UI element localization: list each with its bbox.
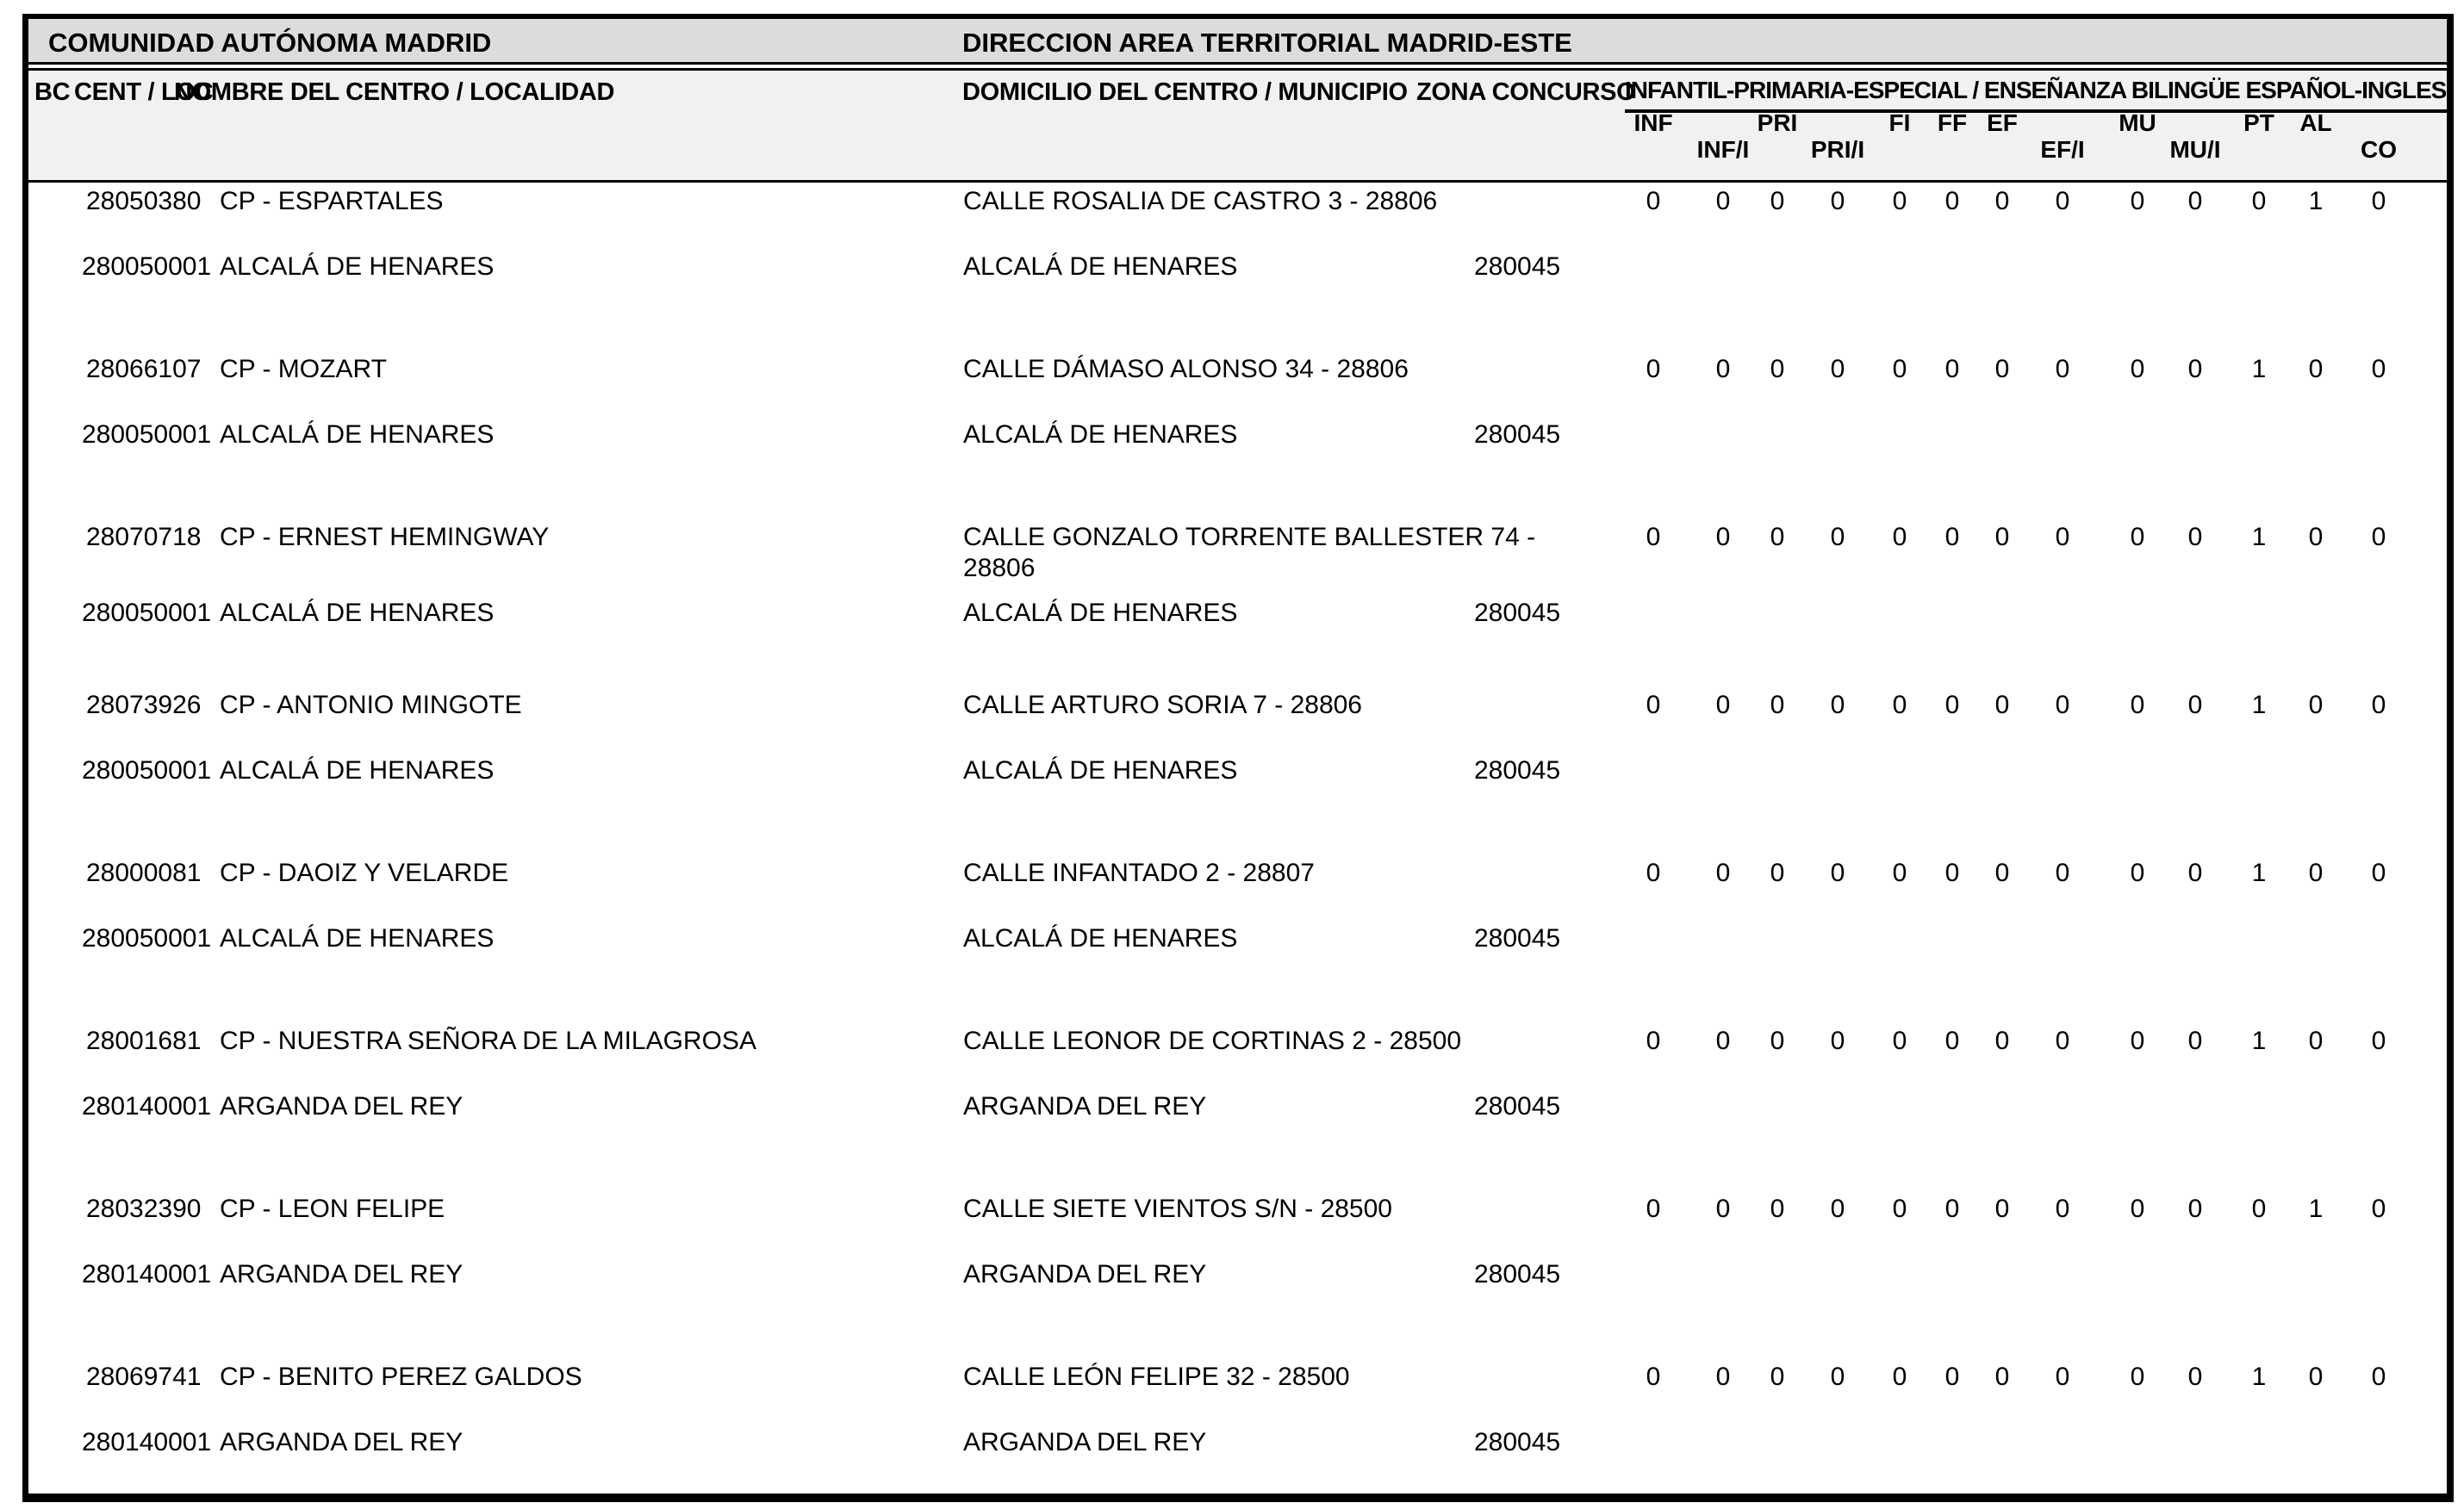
locality-name: ALCALÁ DE HENARES <box>220 599 495 627</box>
subcolumn-header-co: CO <box>2361 136 2397 163</box>
col-value-pri: 0 <box>1770 187 1785 215</box>
col-value-pri-i: 0 <box>1830 691 1845 719</box>
col-value-pt: 1 <box>2251 355 2267 383</box>
col-value-ef-i: 0 <box>2055 1195 2070 1223</box>
locality-code: 280050001 <box>82 756 212 785</box>
report-frame <box>22 14 2454 1502</box>
table-row <box>28 859 2447 1027</box>
col-header-cent-loc: CENT / LOC <box>74 78 214 106</box>
col-value-fi: 0 <box>1892 355 1907 383</box>
col-value-ef: 0 <box>1994 859 2010 887</box>
table-row <box>28 187 2447 355</box>
table-row <box>28 523 2447 691</box>
col-value-inf: 0 <box>1646 1027 1661 1055</box>
col-value-pt: 1 <box>2251 1363 2267 1391</box>
col-value-pt: 1 <box>2251 1027 2267 1055</box>
col-value-inf: 0 <box>1646 691 1661 719</box>
col-value-mu-i: 0 <box>2187 523 2203 551</box>
col-value-co: 0 <box>2371 187 2386 215</box>
municipality-name: ALCALÁ DE HENARES <box>963 252 1238 281</box>
col-value-pri: 0 <box>1770 691 1785 719</box>
col-value-inf-i: 0 <box>1715 187 1731 215</box>
center-address: CALLE DÁMASO ALONSO 34 - 28806 <box>963 355 1409 383</box>
subcolumn-header-fi: FI <box>1888 109 1911 136</box>
center-code: 28066107 <box>86 355 202 383</box>
center-code: 28050380 <box>86 187 202 215</box>
col-value-fi: 0 <box>1892 187 1907 215</box>
subcolumn-header-mu-i: MU/I <box>2169 136 2221 163</box>
col-value-al: 0 <box>2308 523 2324 551</box>
col-value-ef: 0 <box>1994 355 2010 383</box>
subcolumn-header-pri-i: PRI/I <box>1810 136 1865 163</box>
zone-code: 280045 <box>1474 1260 1561 1289</box>
center-code: 28070718 <box>86 523 202 551</box>
col-value-mu-i: 0 <box>2187 1363 2203 1391</box>
center-name: CP - NUESTRA SEÑORA DE LA MILAGROSA <box>220 1027 756 1055</box>
col-header-zona: ZONA CONCURSO <box>1416 78 1636 106</box>
col-value-pri-i: 0 <box>1830 1363 1845 1391</box>
municipality-name: ALCALÁ DE HENARES <box>963 599 1238 627</box>
table-body <box>28 183 2447 1493</box>
subcolumn-header-ef: EF <box>1987 109 2018 136</box>
col-value-pri: 0 <box>1770 523 1785 551</box>
col-value-inf: 0 <box>1646 1195 1661 1223</box>
center-code: 28000081 <box>86 859 202 887</box>
municipality-name: ARGANDA DEL REY <box>963 1260 1207 1289</box>
center-name: CP - ANTONIO MINGOTE <box>220 691 522 719</box>
col-value-mu: 0 <box>2130 187 2145 215</box>
subcolumn-header-mu: MU <box>2119 109 2156 136</box>
center-address: CALLE SIETE VIENTOS S/N - 28500 <box>963 1195 1392 1223</box>
locality-name: ARGANDA DEL REY <box>220 1260 464 1289</box>
col-value-ef-i: 0 <box>2055 523 2070 551</box>
col-value-inf-i: 0 <box>1715 1195 1731 1223</box>
territorial-area-title: DIRECCION AREA TERRITORIAL MADRID-ESTE <box>962 28 1572 58</box>
col-value-ef-i: 0 <box>2055 355 2070 383</box>
col-value-inf: 0 <box>1646 859 1661 887</box>
col-group-header-bilingue: INFANTIL-PRIMARIA-ESPECIAL / ENSEÑANZA BILINGÜE ESPAÑOL-INGLES <box>1625 77 2448 113</box>
col-value-ff: 0 <box>1944 1195 1960 1223</box>
subcolumn-header-ef-i: EF/I <box>2040 136 2085 163</box>
table-row <box>28 1195 2447 1363</box>
col-value-mu-i: 0 <box>2187 1027 2203 1055</box>
col-value-ef-i: 0 <box>2055 1027 2070 1055</box>
center-name: CP - MOZART <box>220 355 387 383</box>
col-value-pri-i: 0 <box>1830 1195 1845 1223</box>
col-value-pri: 0 <box>1770 355 1785 383</box>
col-value-fi: 0 <box>1892 1363 1907 1391</box>
col-value-inf-i: 0 <box>1715 691 1731 719</box>
col-value-ef-i: 0 <box>2055 1363 2070 1391</box>
col-value-ef-i: 0 <box>2055 859 2070 887</box>
col-value-mu-i: 0 <box>2187 691 2203 719</box>
zone-code: 280045 <box>1474 1428 1561 1456</box>
table-row <box>28 1363 2447 1509</box>
col-header-nombre: NOMBRE DEL CENTRO / LOCALIDAD <box>174 78 615 106</box>
col-value-fi: 0 <box>1892 691 1907 719</box>
table-row <box>28 355 2447 523</box>
center-address: CALLE ROSALIA DE CASTRO 3 - 28806 <box>963 187 1438 215</box>
col-value-mu: 0 <box>2130 1027 2145 1055</box>
col-value-mu-i: 0 <box>2187 1195 2203 1223</box>
zone-code: 280045 <box>1474 420 1561 449</box>
col-value-mu: 0 <box>2130 1195 2145 1223</box>
col-value-ef: 0 <box>1994 1027 2010 1055</box>
center-name: CP - BENITO PEREZ GALDOS <box>220 1363 582 1391</box>
col-value-inf-i: 0 <box>1715 523 1731 551</box>
col-value-pri: 0 <box>1770 1363 1785 1391</box>
col-value-co: 0 <box>2371 859 2386 887</box>
table-header <box>28 71 2447 183</box>
col-value-ef-i: 0 <box>2055 187 2070 215</box>
col-value-al: 1 <box>2308 187 2324 215</box>
col-value-pri-i: 0 <box>1830 859 1845 887</box>
col-value-fi: 0 <box>1892 1027 1907 1055</box>
center-code: 28069741 <box>86 1363 202 1391</box>
col-value-inf-i: 0 <box>1715 1027 1731 1055</box>
col-value-inf: 0 <box>1646 523 1661 551</box>
locality-code: 280140001 <box>82 1092 212 1121</box>
col-value-pri: 0 <box>1770 1195 1785 1223</box>
locality-name: ARGANDA DEL REY <box>220 1428 464 1456</box>
center-name: CP - ESPARTALES <box>220 187 444 215</box>
col-value-al: 1 <box>2308 1195 2324 1223</box>
col-value-pt: 1 <box>2251 691 2267 719</box>
col-value-pri: 0 <box>1770 1027 1785 1055</box>
col-value-ef: 0 <box>1994 1195 2010 1223</box>
col-value-ef: 0 <box>1994 1363 2010 1391</box>
center-name: CP - DAOIZ Y VELARDE <box>220 859 509 887</box>
col-value-co: 0 <box>2371 1363 2386 1391</box>
col-value-ff: 0 <box>1944 187 1960 215</box>
subcolumn-header-al: AL <box>2299 109 2332 136</box>
center-name: CP - LEON FELIPE <box>220 1195 445 1223</box>
center-address: CALLE LEÓN FELIPE 32 - 28500 <box>963 1363 1350 1391</box>
col-value-co: 0 <box>2371 691 2386 719</box>
zone-code: 280045 <box>1474 252 1561 281</box>
subcolumn-header-pri: PRI <box>1757 109 1798 136</box>
col-header-domicilio: DOMICILIO DEL CENTRO / MUNICIPIO <box>962 78 1408 106</box>
col-value-pri-i: 0 <box>1830 187 1845 215</box>
col-value-pri-i: 0 <box>1830 523 1845 551</box>
locality-name: ALCALÁ DE HENARES <box>220 924 495 953</box>
col-value-ef: 0 <box>1994 691 2010 719</box>
zone-code: 280045 <box>1474 599 1561 627</box>
locality-code: 280140001 <box>82 1260 212 1289</box>
col-value-inf-i: 0 <box>1715 355 1731 383</box>
col-value-inf-i: 0 <box>1715 859 1731 887</box>
municipality-name: ALCALÁ DE HENARES <box>963 924 1238 953</box>
center-address: CALLE LEONOR DE CORTINAS 2 - 28500 <box>963 1027 1461 1055</box>
col-value-inf: 0 <box>1646 355 1661 383</box>
col-value-mu: 0 <box>2130 859 2145 887</box>
double-rule <box>28 62 2447 71</box>
center-code: 28073926 <box>86 691 202 719</box>
center-address: 28806 <box>963 554 1036 582</box>
municipality-name: ALCALÁ DE HENARES <box>963 420 1238 449</box>
subcolumn-header-pt: PT <box>2243 109 2274 136</box>
col-value-mu-i: 0 <box>2187 187 2203 215</box>
col-value-pri: 0 <box>1770 859 1785 887</box>
col-header-bc: BC <box>34 78 71 106</box>
subcolumn-header-inf-i: INF/I <box>1696 136 1750 163</box>
locality-name: ALCALÁ DE HENARES <box>220 756 495 785</box>
locality-code: 280050001 <box>82 252 212 281</box>
col-value-pt: 1 <box>2251 523 2267 551</box>
center-name: CP - ERNEST HEMINGWAY <box>220 523 550 551</box>
center-address: CALLE ARTURO SORIA 7 - 28806 <box>963 691 1362 719</box>
col-value-inf-i: 0 <box>1715 1363 1731 1391</box>
table-row <box>28 691 2447 859</box>
col-value-al: 0 <box>2308 859 2324 887</box>
locality-name: ALCALÁ DE HENARES <box>220 252 495 281</box>
zone-code: 280045 <box>1474 924 1561 953</box>
col-value-co: 0 <box>2371 355 2386 383</box>
col-value-ef-i: 0 <box>2055 691 2070 719</box>
col-value-ff: 0 <box>1944 691 1960 719</box>
col-value-pt: 1 <box>2251 859 2267 887</box>
col-value-ff: 0 <box>1944 355 1960 383</box>
center-code: 28032390 <box>86 1195 202 1223</box>
municipality-name: ARGANDA DEL REY <box>963 1092 1207 1121</box>
col-value-inf: 0 <box>1646 1363 1661 1391</box>
col-value-co: 0 <box>2371 1195 2386 1223</box>
locality-code: 280050001 <box>82 599 212 627</box>
col-value-ff: 0 <box>1944 859 1960 887</box>
col-value-al: 0 <box>2308 1027 2324 1055</box>
col-value-ff: 0 <box>1944 1363 1960 1391</box>
zone-code: 280045 <box>1474 756 1561 785</box>
col-value-ef: 0 <box>1994 523 2010 551</box>
locality-name: ARGANDA DEL REY <box>220 1092 464 1121</box>
col-value-al: 0 <box>2308 691 2324 719</box>
col-value-fi: 0 <box>1892 1195 1907 1223</box>
municipality-name: ALCALÁ DE HENARES <box>963 756 1238 785</box>
center-address: CALLE INFANTADO 2 - 28807 <box>963 859 1315 887</box>
col-value-al: 0 <box>2308 1363 2324 1391</box>
center-code: 28001681 <box>86 1027 202 1055</box>
center-address: CALLE GONZALO TORRENTE BALLESTER 74 - <box>963 523 1536 551</box>
col-value-mu: 0 <box>2130 691 2145 719</box>
col-value-pri-i: 0 <box>1830 355 1845 383</box>
col-value-mu: 0 <box>2130 523 2145 551</box>
col-value-mu-i: 0 <box>2187 355 2203 383</box>
col-value-al: 0 <box>2308 355 2324 383</box>
col-value-pt: 0 <box>2251 187 2267 215</box>
locality-code: 280050001 <box>82 420 212 449</box>
col-value-ef: 0 <box>1994 187 2010 215</box>
title-band <box>28 19 2447 62</box>
col-value-fi: 0 <box>1892 523 1907 551</box>
col-value-mu-i: 0 <box>2187 859 2203 887</box>
zone-code: 280045 <box>1474 1092 1561 1121</box>
col-value-pt: 0 <box>2251 1195 2267 1223</box>
locality-name: ALCALÁ DE HENARES <box>220 420 495 449</box>
col-value-fi: 0 <box>1892 859 1907 887</box>
locality-code: 280050001 <box>82 924 212 953</box>
locality-code: 280140001 <box>82 1428 212 1456</box>
col-value-co: 0 <box>2371 523 2386 551</box>
municipality-name: ARGANDA DEL REY <box>963 1428 1207 1456</box>
table-row <box>28 1027 2447 1195</box>
col-value-pri-i: 0 <box>1830 1027 1845 1055</box>
col-value-inf: 0 <box>1646 187 1661 215</box>
col-value-mu: 0 <box>2130 355 2145 383</box>
subcolumn-header-inf: INF <box>1633 109 1673 136</box>
subcolumn-header-ff: FF <box>1937 109 1968 136</box>
col-value-ff: 0 <box>1944 523 1960 551</box>
col-value-ff: 0 <box>1944 1027 1960 1055</box>
region-title: COMUNIDAD AUTÓNOMA MADRID <box>48 28 492 58</box>
col-value-co: 0 <box>2371 1027 2386 1055</box>
col-value-mu: 0 <box>2130 1363 2145 1391</box>
